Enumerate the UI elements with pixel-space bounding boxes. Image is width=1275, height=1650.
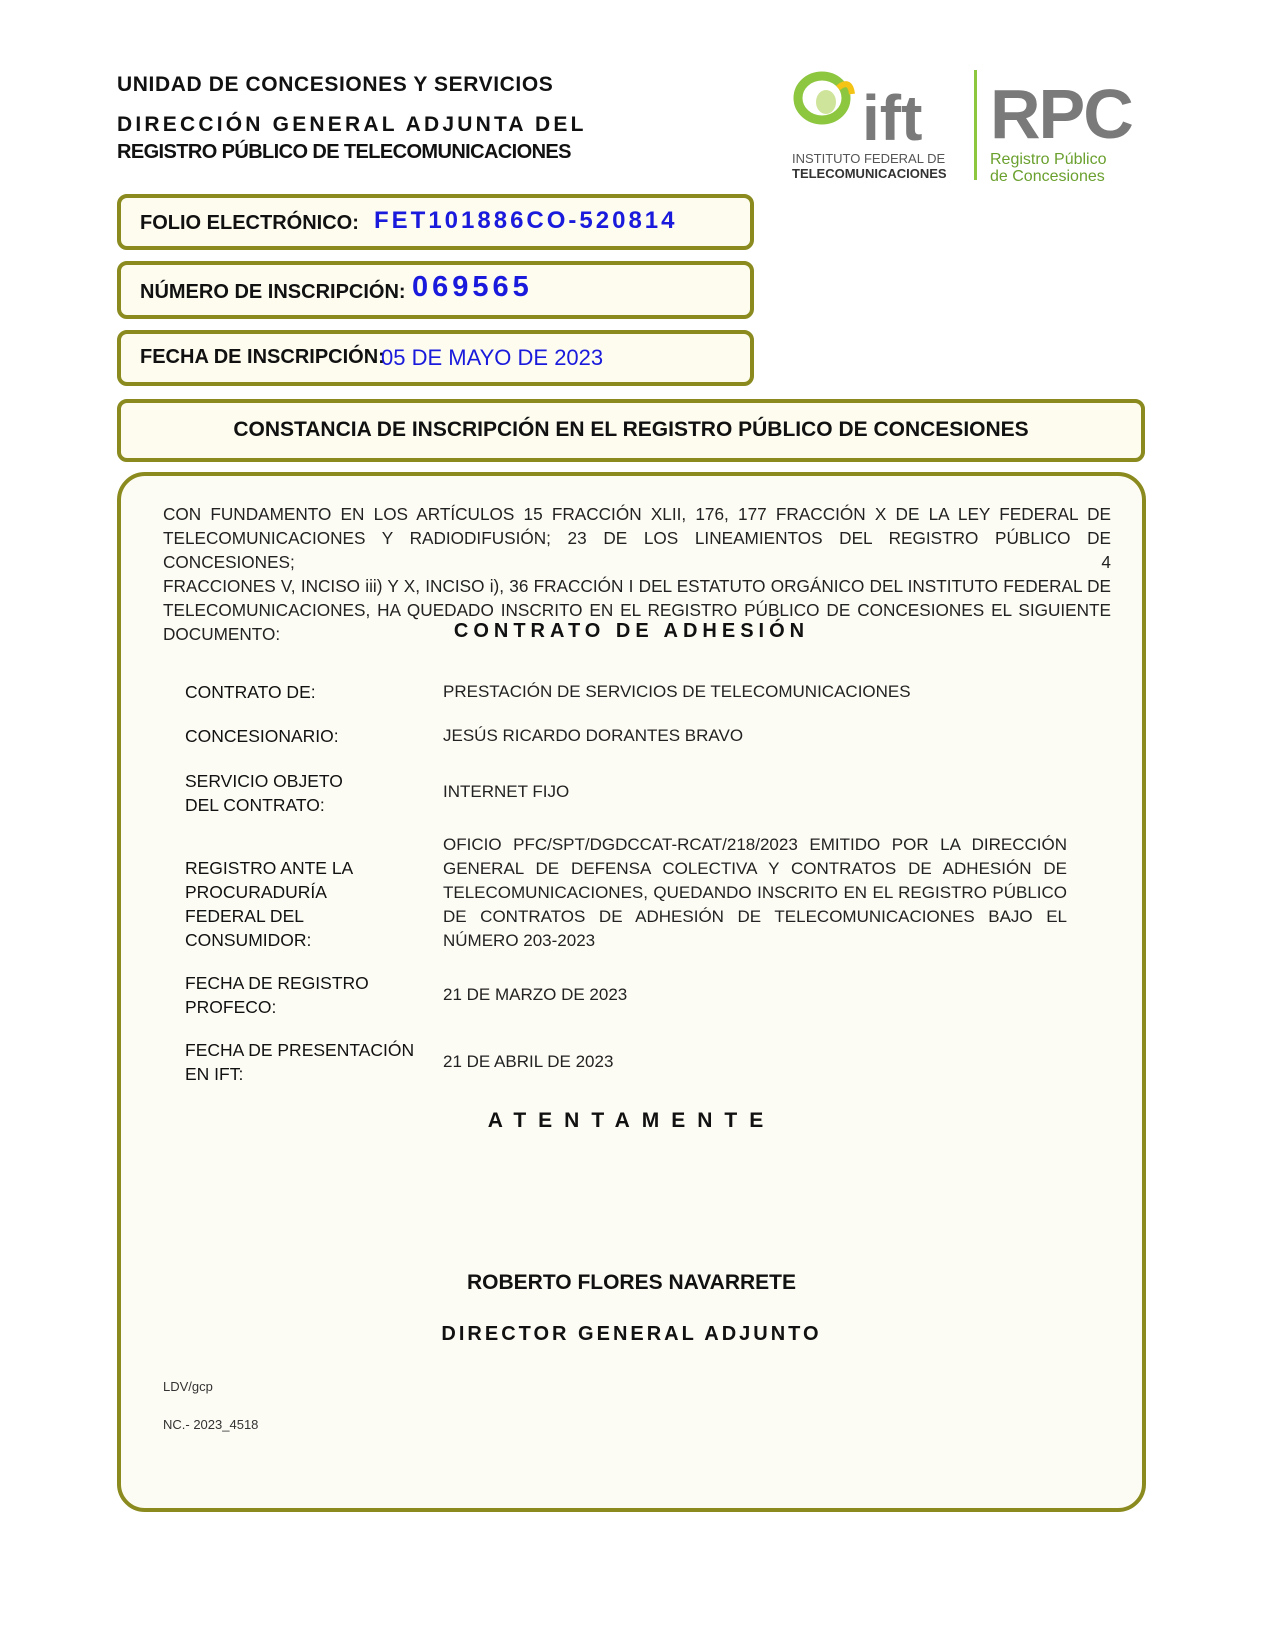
rpc-caption-2: de Concesiones bbox=[990, 168, 1105, 185]
page-title: CONSTANCIA DE INSCRIPCIÓN EN EL REGISTRO PÚBLICO DE CONCESIONES bbox=[233, 418, 1029, 441]
ift-caption-1: INSTITUTO FEDERAL DE bbox=[792, 151, 946, 166]
row-label-contrato: CONTRATO DE: bbox=[185, 682, 316, 702]
header-direction: DIRECCIÓN GENERAL ADJUNTA DEL bbox=[117, 113, 587, 136]
intro-line: CON FUNDAMENTO EN LOS ARTÍCULOS 15 FRACCIÓN XLII, 176, 177 FRACCIÓN X DE LA LEY FEDERAL DE bbox=[163, 504, 1111, 524]
fecha-label: FECHA DE INSCRIPCIÓN: bbox=[140, 346, 385, 368]
header-unit: UNIDAD DE CONCESIONES Y SERVICIOS bbox=[117, 73, 554, 96]
row-value-registro: OFICIO PFC/SPT/DGDCCAT-RCAT/218/2023 EMITIDO POR LA DIRECCIÓN GENERAL DE DEFENSA COLECTIVA Y CONTRATOS DE ADHESIÓN DE TELECOMUNICACIONES, QUEDANDO INSCRITO EN EL REGISTRO PÚBLICO DE CONTRATOS DE ADHESIÓN DE TELECOMUNICACIONES BAJO EL NÚMERO 203-2023 bbox=[443, 835, 1067, 950]
row-label-fecha-ift: FECHA DE PRESENTACIÓN EN IFT: bbox=[185, 1040, 415, 1084]
rpc-wordmark: RPC bbox=[990, 75, 1132, 153]
signer-name: ROBERTO FLORES NAVARRETE bbox=[466, 1271, 797, 1294]
row-value-servicio: INTERNET FIJO bbox=[443, 782, 570, 801]
fecha-box bbox=[117, 330, 754, 386]
ift-caption-2: TELECOMUNICACIONES bbox=[792, 166, 947, 181]
numero-box bbox=[117, 261, 754, 319]
header-registry: REGISTRO PÚBLICO DE TELECOMUNICACIONES bbox=[117, 141, 571, 163]
row-label-registro: REGISTRO ANTE LA PROCURADURÍA FEDERAL DEL CONSUMIDOR: bbox=[185, 858, 353, 950]
intro-line: TELECOMUNICACIONES, HA QUEDADO INSCRITO EN EL REGISTRO PÚBLICO DE CONCESIONES EL SIGUIENTE DOCUMENTO: bbox=[163, 600, 1111, 644]
doc-type-heading: CONTRATO DE ADHESIÓN bbox=[453, 620, 810, 642]
numero-label: NÚMERO DE INSCRIPCIÓN: bbox=[140, 281, 406, 303]
signer-title: DIRECTOR GENERAL ADJUNTO bbox=[441, 1323, 822, 1345]
reference-number: NC.- 2023_4518 bbox=[163, 1417, 259, 1432]
row-label-fecha-profeco: FECHA DE REGISTRO PROFECO: bbox=[185, 973, 369, 1017]
title-box bbox=[117, 399, 1145, 462]
fecha-value: 05 DE MAYO DE 2023 bbox=[381, 345, 604, 370]
numero-value: 069565 bbox=[412, 271, 533, 303]
folio-value: FET101886CO-520814 bbox=[374, 207, 678, 234]
ift-swirl-icon bbox=[790, 68, 1150, 198]
intro-line: FRACCIONES V, INCISO iii) Y X, INCISO i), 36 FRACCIÓN I DEL ESTATUTO ORGÁNICO DEL INSTITUTO FEDERAL DE bbox=[163, 576, 1111, 596]
folio-label: FOLIO ELECTRÓNICO: bbox=[140, 212, 359, 234]
ift-wordmark: ift bbox=[862, 82, 923, 154]
row-value-concesionario: JESÚS RICARDO DORANTES BRAVO bbox=[443, 726, 744, 745]
rpc-caption-1: Registro Público bbox=[990, 151, 1107, 168]
row-label-servicio: SERVICIO OBJETO DEL CONTRATO: bbox=[185, 771, 343, 815]
intro-line: TELECOMUNICACIONES Y RADIODIFUSIÓN; 23 DE LOS LINEAMIENTOS DEL REGISTRO PÚBLICO DE CONCESIONES; 4 bbox=[163, 528, 1111, 572]
row-value-fecha-ift: 21 DE ABRIL DE 2023 bbox=[443, 1052, 614, 1071]
initials: LDV/gcp bbox=[163, 1379, 213, 1394]
row-value-contrato: PRESTACIÓN DE SERVICIOS DE TELECOMUNICACIONES bbox=[443, 682, 911, 701]
row-label-concesionario: CONCESIONARIO: bbox=[185, 726, 339, 746]
row-value-fecha-profeco: 21 DE MARZO DE 2023 bbox=[443, 985, 628, 1004]
folio-box bbox=[117, 194, 754, 250]
ift-rpc-logo bbox=[790, 68, 1150, 198]
closing-text: ATENTAMENTE bbox=[487, 1109, 776, 1132]
